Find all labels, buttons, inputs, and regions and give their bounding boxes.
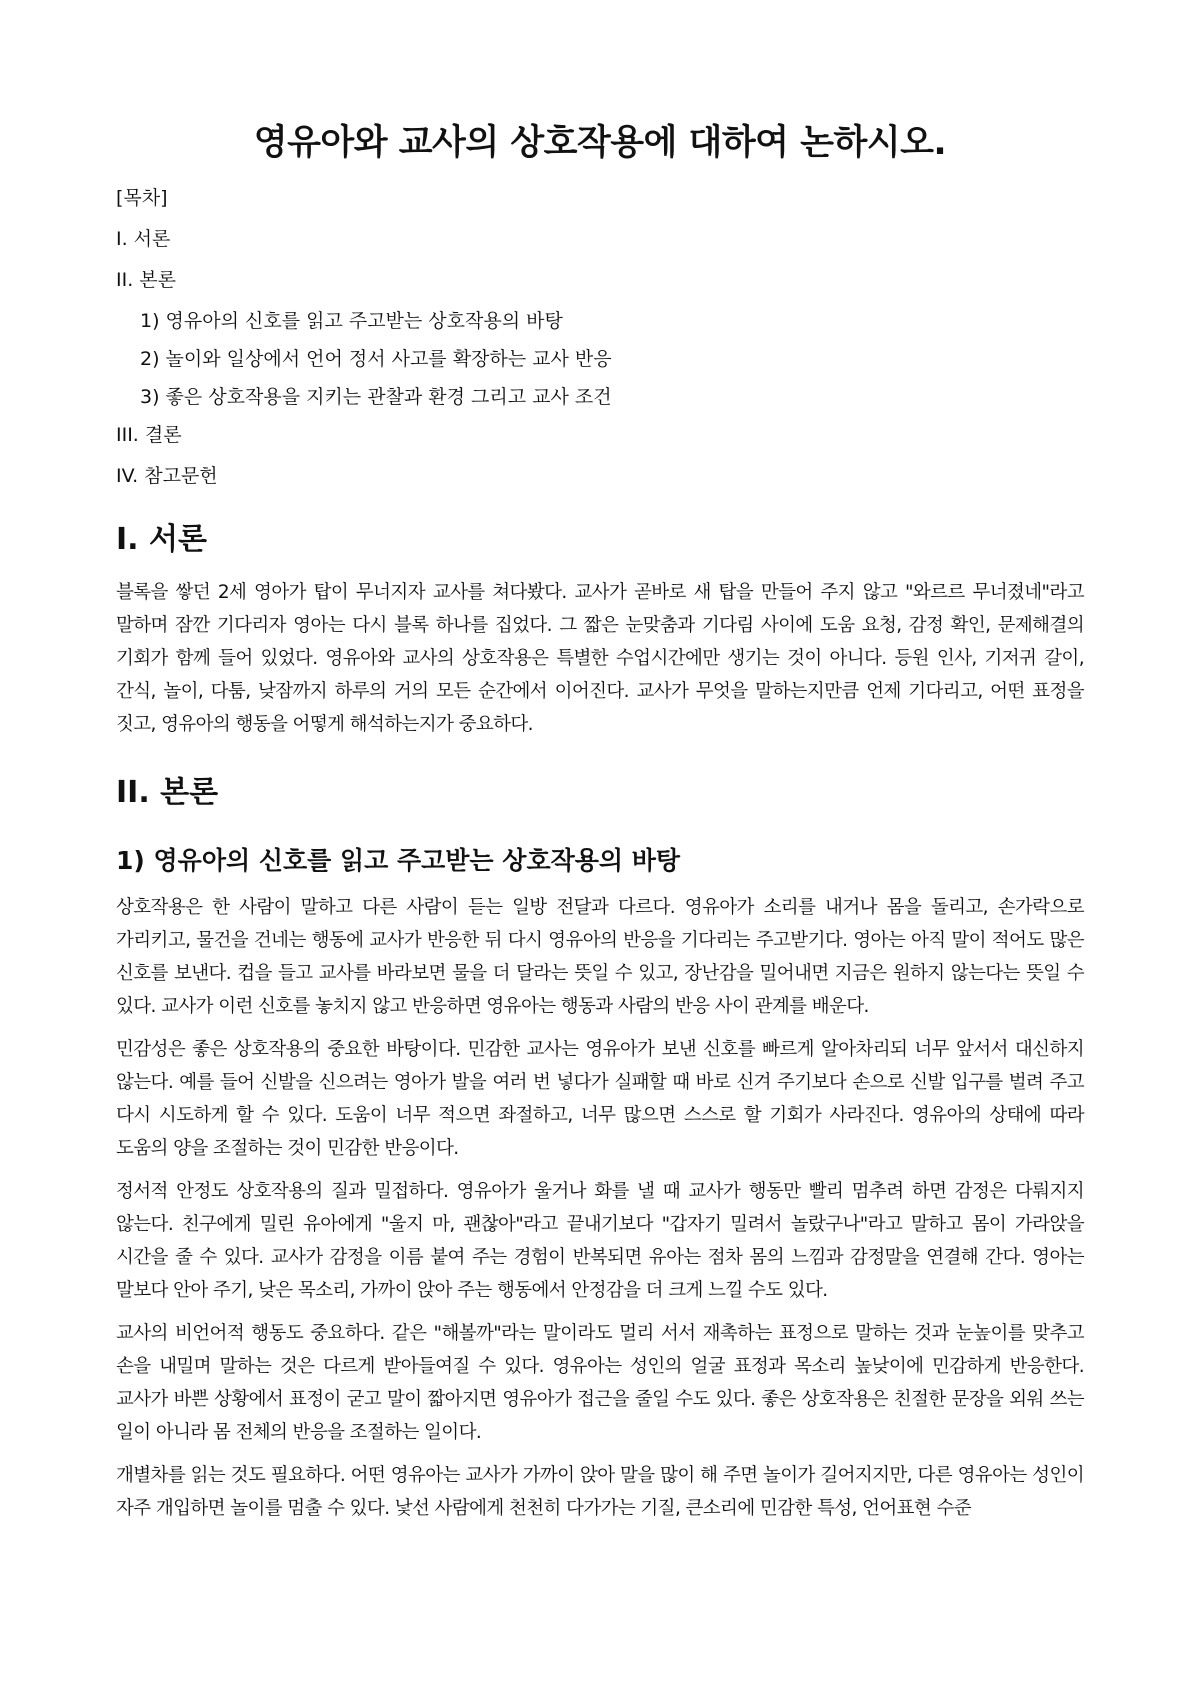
table-of-contents — [116, 186, 1084, 488]
toc-item: II. 본론 — [116, 269, 176, 291]
paragraph: 정서적 안정도 상호작용의 질과 밀접하다. 영유아가 울거나 화를 낼 때 교사가 행동만 빨리 멈추려 하면 감정은 다뤄지지 않는다. 친구에게 밀린 유아에게 "울지 마, 괜찮아"라고 끝내기보다 "갑자기 밀려서 놀랐구나"라고 말하고 몸이 가라앉을 시간을 줄 수 있다. 교사가 감정을 이름 붙여 주는 경험이 반복되면 유아는 점차 몸의 느낌과 감정말을 연결해 간다. 영아는 말보다 안아 주기, 낮은 목소리, 가까이 앉아 주는 행동에서 안정감을 더 크게 느낄 수도 있다. — [116, 1181, 1084, 1301]
subsection-heading: 1) 영유아의 신호를 읽고 주고받는 상호작용의 바탕 — [116, 846, 681, 875]
toc-subitem: 3) 좋은 상호작용을 지키는 관찰과 환경 그리고 교사 조건 — [140, 386, 612, 408]
toc-item: IV. 참고문헌 — [116, 465, 218, 487]
intro-section — [116, 522, 1084, 741]
document-title: 영유아와 교사의 상호작용에 대하여 논하시오. — [253, 123, 947, 163]
toc-subitem: 2) 놀이와 일상에서 언어 정서 사고를 확장하는 교사 반응 — [140, 348, 612, 370]
paragraph: 상호작용은 한 사람이 말하고 다른 사람이 듣는 일방 전달과 다르다. 영유아가 소리를 내거나 몸을 돌리고, 손가락으로 가리키고, 물건을 건네는 행동에 교사가 반응한 뒤 다시 영유아의 반응을 기다리는 주고받기다. 영아는 아직 말이 적어도 많은 신호를 보낸다. 컵을 들고 교사를 바라보면 물을 더 달라는 뜻일 수 있고, 장난감을 밀어내면 지금은 원하지 않는다는 뜻일 수 있다. 교사가 이런 신호를 놓치지 않고 반응하면 영유아는 행동과 사람의 반응 사이 관계를 배운다. — [116, 897, 1084, 1017]
paragraph: 민감성은 좋은 상호작용의 중요한 바탕이다. 민감한 교사는 영유아가 보낸 신호를 빠르게 알아차리되 너무 앞서서 대신하지 않는다. 예를 들어 신발을 신으려는 영아가 발을 여러 번 넣다가 실패할 때 바로 신겨 주기보다 손으로 신발 입구를 벌려 주고 다시 시도하게 할 수 있다. 도움이 너무 적으면 좌절하고, 너무 많으면 스스로 할 기회가 사라진다. 영유아의 상태에 따라 도움의 양을 조절하는 것이 민감한 반응이다. — [116, 1039, 1084, 1159]
section-heading: II. 본론 — [116, 775, 219, 810]
body-section — [116, 775, 1084, 1525]
section-heading: I. 서론 — [116, 522, 207, 557]
paragraph: 교사의 비언어적 행동도 중요하다. 같은 "해볼까"라는 말이라도 멀리 서서 재촉하는 표정으로 말하는 것과 눈높이를 맞추고 손을 내밀며 말하는 것은 다르게 받아들여질 수 있다. 영유아는 성인의 얼굴 표정과 목소리 높낮이에 민감하게 반응한다. 교사가 바쁜 상황에서 표정이 굳고 말이 짧아지면 영유아가 접근을 줄일 수도 있다. 좋은 상호작용은 친절한 문장을 외워 쓰는 일이 아니라 몸 전체의 반응을 조절하는 일이다. — [116, 1323, 1084, 1443]
subsection-1 — [116, 845, 1084, 1525]
toc-heading: [목차] — [116, 187, 168, 209]
paragraph: 블록을 쌓던 2세 영아가 탑이 무너지자 교사를 쳐다봤다. 교사가 곧바로 새 탑을 만들어 주지 않고 "와르르 무너졌네"라고 말하며 잠깐 기다리자 영아는 다시 블록 하나를 집었다. 그 짧은 눈맞춤과 기다림 사이에 도움 요청, 감정 확인, 문제해결의 기회가 함께 들어 있었다. 영유아와 교사의 상호작용은 특별한 수업시간에만 생기는 것이 아니다. 등원 인사, 기저귀 갈이, 간식, 놀이, 다툼, 낮잠까지 하루의 거의 모든 순간에서 이어진다. 교사가 무엇을 말하는지만큼 언제 기다리고, 어떤 표정을 짓고, 영유아의 행동을 어떻게 해석하는지가 중요하다. — [116, 582, 1084, 735]
toc-subitem: 1) 영유아의 신호를 읽고 주고받는 상호작용의 바탕 — [140, 310, 563, 332]
toc-item: I. 서론 — [116, 228, 171, 250]
paragraph: 개별차를 읽는 것도 필요하다. 어떤 영유아는 교사가 가까이 앉아 말을 많이 해 주면 놀이가 길어지지만, 다른 영유아는 성인이 자주 개입하면 놀이를 멈출 수 있다. 낯선 사람에게 천천히 다가가는 기질, 큰소리에 민감한 특성, 언어표현 수준 — [116, 1465, 1084, 1519]
toc-item: III. 결론 — [116, 424, 182, 446]
